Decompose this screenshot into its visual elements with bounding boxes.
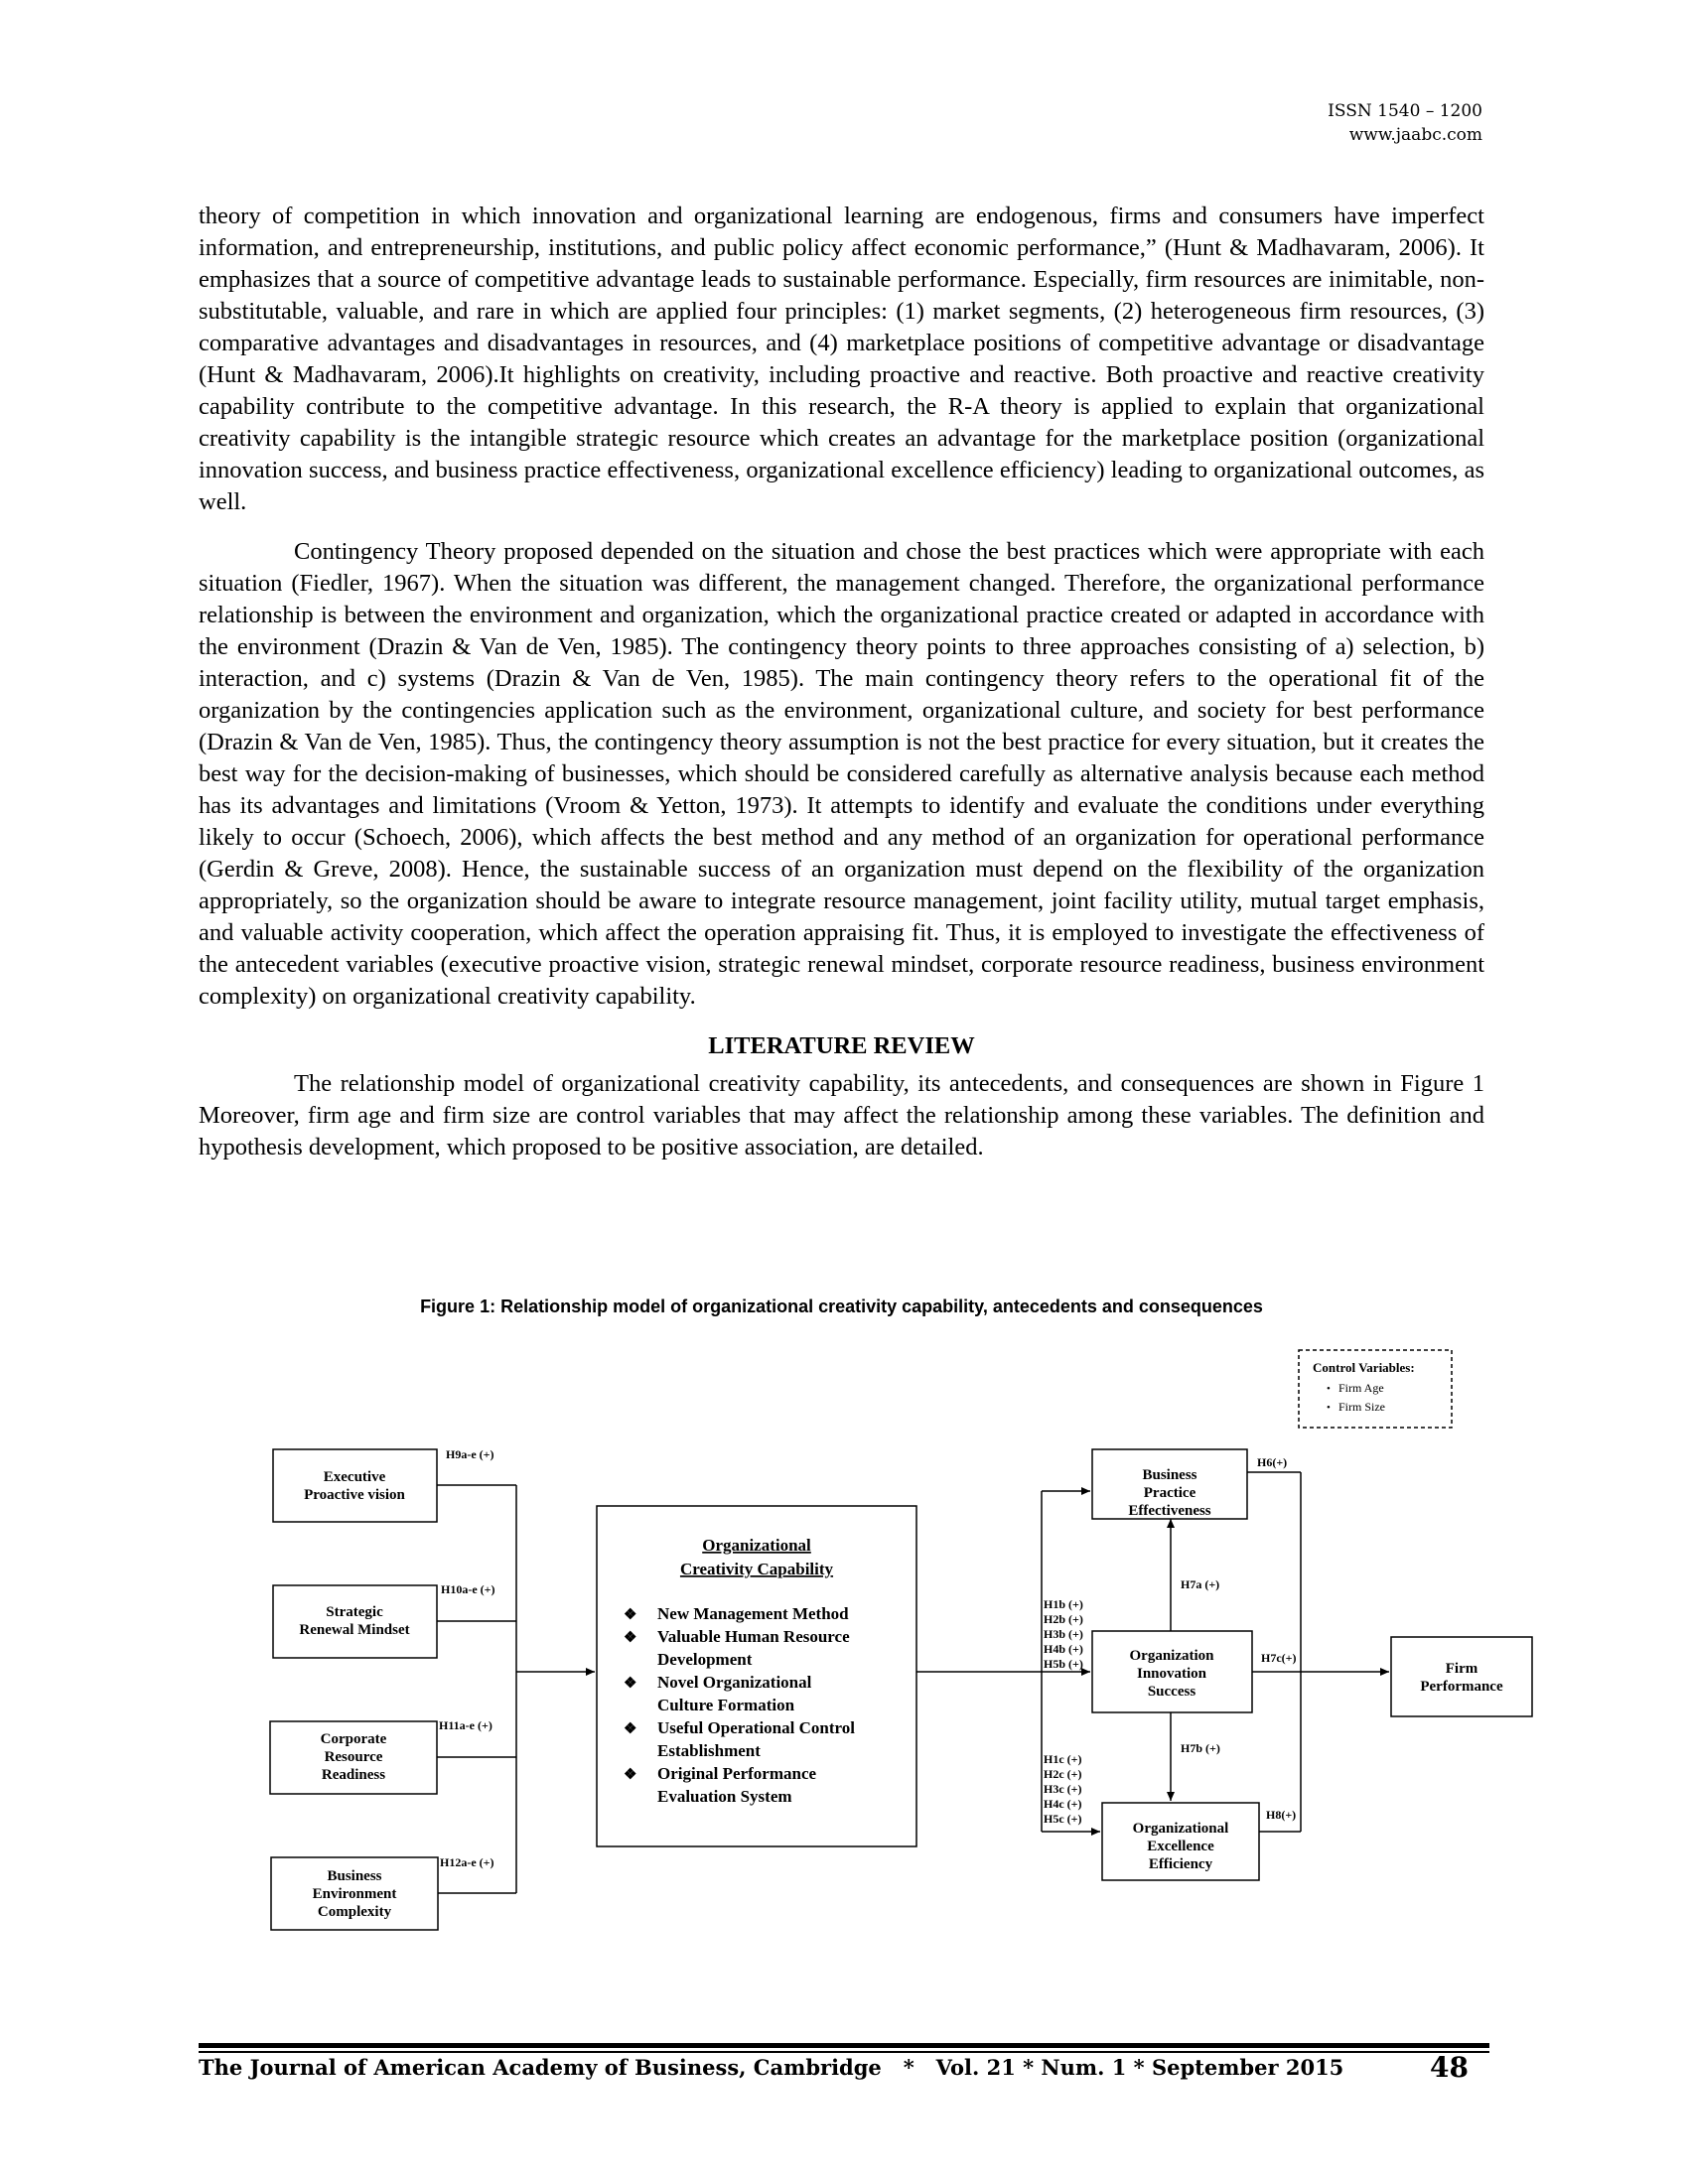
svg-text:Development: Development [657,1650,753,1669]
hyp-h12: H12a-e (+) [440,1855,494,1869]
paragraph-1: theory of competition in which innovation and organizational learning are endogenous, firms and consumers have imperfect information, and entrepreneurship, institutions, and public policy affect economic performance,” (Hunt & Madhavaram, 2006). It emphasizes that a source of competitive advantage leads to sustainable performance. Especially, firm resources are inimitable, non-substitutable, valuable, and rare in which are applied four principles: (1) market segments, (2) heterogeneous firm resources, (3) comparative advantages and disadvantages in resources, and (4) marketplace positions of competitive advantage or disadvantage (Hunt & Madhavaram, 2006).It highlights on creativity, including proactive and reactive. Both proactive and reactive creativity capability contribute to the competitive advantage. In this research, the R-A theory is applied to explain that organizational creativity capability is the intangible strategic resource which creates an advantage for the marketplace position (organizational innovation success, and business practice effectiveness, organizational excellence efficiency) leading to organizational outcomes, as well. [199,203,1484,515]
svg-text:•: • [1327,1402,1331,1414]
svg-text:❖: ❖ [624,1721,637,1737]
svg-text:H5c (+): H5c (+) [1044,1812,1082,1826]
svg-text:Culture Formation: Culture Formation [657,1696,795,1714]
svg-text:Efficiency: Efficiency [1148,1856,1213,1872]
svg-text:H1b (+): H1b (+) [1044,1597,1083,1611]
hyp-h7c: H7c(+) [1261,1651,1297,1665]
antecedent-strategic-renewal-mindset [273,1585,437,1658]
svg-text:H4b (+): H4b (+) [1044,1642,1083,1656]
svg-text:H5b (+): H5b (+) [1044,1657,1083,1671]
svg-text:Renewal Mindset: Renewal Mindset [299,1622,410,1638]
hyp-h6: H6(+) [1257,1455,1288,1469]
svg-text:Creativity Capability: Creativity Capability [679,1560,834,1578]
svg-text:Useful Operational Control: Useful Operational Control [657,1718,855,1737]
page-number: 48 [1430,2051,1469,2084]
footer-rule [199,2043,1489,2048]
svg-text:Business: Business [327,1868,382,1884]
svg-text:Readiness: Readiness [321,1767,386,1783]
svg-text:Executive: Executive [323,1469,386,1485]
control-title: Control Variables: [1313,1360,1415,1375]
organizational-creativity-capability-box [597,1506,916,1846]
hyp-h7b: H7b (+) [1181,1741,1220,1755]
svg-text:Establishment: Establishment [657,1741,761,1760]
svg-text:Success: Success [1147,1684,1196,1700]
svg-text:❖: ❖ [624,1767,637,1783]
svg-text:Evaluation System: Evaluation System [657,1787,792,1806]
antecedent-connectors [437,1485,595,1893]
svg-text:Corporate: Corporate [320,1731,387,1747]
svg-text:❖: ❖ [624,1607,637,1623]
paragraph-3: The relationship model of organizational creativity capability, its antecedents, and consequences are shown in Figure 1 Moreover, firm age and firm size are control variables that may affect the relationship among these variables. The definition and hypothesis development, which proposed to be positive association, are detailed. [199,1070,1484,1160]
svg-text:Original Performance: Original Performance [657,1764,817,1783]
issn: ISSN 1540 – 1200 [1328,101,1482,121]
hyp-h10: H10a-e (+) [441,1582,495,1596]
antecedent-business-environment-complexity [271,1857,438,1930]
svg-text:H1c (+): H1c (+) [1044,1752,1082,1766]
control-item-firm-age: Firm Age [1338,1381,1384,1395]
svg-text:Complexity: Complexity [317,1904,392,1920]
footer-rule-thin [199,2051,1489,2053]
svg-text:Firm: Firm [1445,1661,1478,1677]
figure-caption: Figure 1: Relationship model of organizational creativity capability, antecedents and consequences [420,1297,1263,1316]
svg-text:Excellence: Excellence [1147,1839,1214,1854]
svg-text:Practice: Practice [1143,1485,1196,1501]
control-item-firm-size: Firm Size [1338,1400,1385,1414]
hyp-h11: H11a-e (+) [439,1718,492,1732]
svg-text:Performance: Performance [1420,1679,1503,1695]
svg-text:❖: ❖ [624,1630,637,1646]
svg-text:Innovation: Innovation [1136,1666,1207,1682]
svg-text:Strategic: Strategic [326,1604,383,1620]
svg-text:H3b (+): H3b (+) [1044,1627,1083,1641]
svg-text:H4c (+): H4c (+) [1044,1797,1082,1811]
journal-footer: The Journal of American Academy of Business, Cambridge * Vol. 21 * Num. 1 * September 2015 [199,2055,1344,2080]
svg-text:H3c (+): H3c (+) [1044,1782,1082,1796]
svg-text:Business: Business [1142,1467,1197,1483]
antecedent-executive-proactive-vision [273,1449,437,1522]
hyp-h9: H9a-e (+) [446,1447,494,1461]
svg-text:Proactive vision: Proactive vision [304,1487,405,1503]
hypotheses-b [1044,1597,1083,1671]
svg-text:H2b (+): H2b (+) [1044,1612,1083,1626]
organizational-excellence-efficiency-box [1102,1803,1259,1880]
svg-text:H2c (+): H2c (+) [1044,1767,1082,1781]
section-title: LITERATURE REVIEW [708,1032,975,1059]
svg-text:•: • [1327,1383,1331,1395]
svg-text:Organizational: Organizational [702,1536,811,1555]
svg-text:Novel Organizational: Novel Organizational [657,1673,812,1692]
svg-text:Resource: Resource [324,1749,383,1765]
organization-innovation-success-box [1092,1631,1252,1712]
antecedent-corporate-resource-readiness [270,1721,437,1794]
svg-text:Environment: Environment [312,1886,397,1902]
website: www.jaabc.com [1348,125,1482,145]
svg-text:New Management Method: New Management Method [657,1604,849,1623]
svg-text:Valuable Human Resource: Valuable Human Resource [657,1627,850,1646]
business-practice-effectiveness-box [1092,1449,1247,1519]
hyp-h7a: H7a (+) [1181,1577,1220,1591]
hyp-h8: H8(+) [1266,1808,1297,1822]
control-variables-box [1299,1350,1452,1428]
svg-text:Organizational: Organizational [1132,1821,1229,1837]
svg-text:❖: ❖ [624,1676,637,1692]
svg-text:Effectiveness: Effectiveness [1128,1503,1211,1519]
hypotheses-c [1044,1752,1082,1826]
firm-performance-box [1391,1637,1532,1716]
paragraph-2: Contingency Theory proposed depended on the situation and chose the best practices which were appropriate with each situation (Fiedler, 1967). When the situation was different, the management changed. Therefore, the organizational performance relationship is between the environment and organization, which the organizational practice created or adapted in accordance with the environment (Drazin & Van de Ven, 1985). The contingency theory points to three approaches consisting of a) selection, b) interaction, and c) systems (Drazin & Van de Ven, 1985). The main contingency theory refers to the operational fit of the organization by the contingencies application such as the environment, organizational culture, and society for best performance (Drazin & Van de Ven, 1985). Thus, the contingency theory assumption is not the best practice for every situation, but it creates the best way for the decision-making of businesses, which should be considered carefully as alternative analysis because each method has its advantages and limitations (Vroom & Yetton, 1973). It attempts to identify and evaluate the conditions under everything likely to occur (Schoech, 2006), which affects the best method and any method of an organization for operational performance (Gerdin & Greve, 2008). Hence, the sustainable success of an organization must depend on the flexibility of the organization appropriately, so the organization should be aware to integrate resource management, joint facility utility, mutual target emphasis, and valuable activity cooperation, which affect the operation appraising fit. Thus, it is employed to investigate the effectiveness of the antecedent variables (executive proactive vision, strategic renewal mindset, corporate resource readiness, business environment complexity) on organizational creativity capability. [199,538,1484,1010]
svg-text:Organization: Organization [1129,1648,1214,1664]
